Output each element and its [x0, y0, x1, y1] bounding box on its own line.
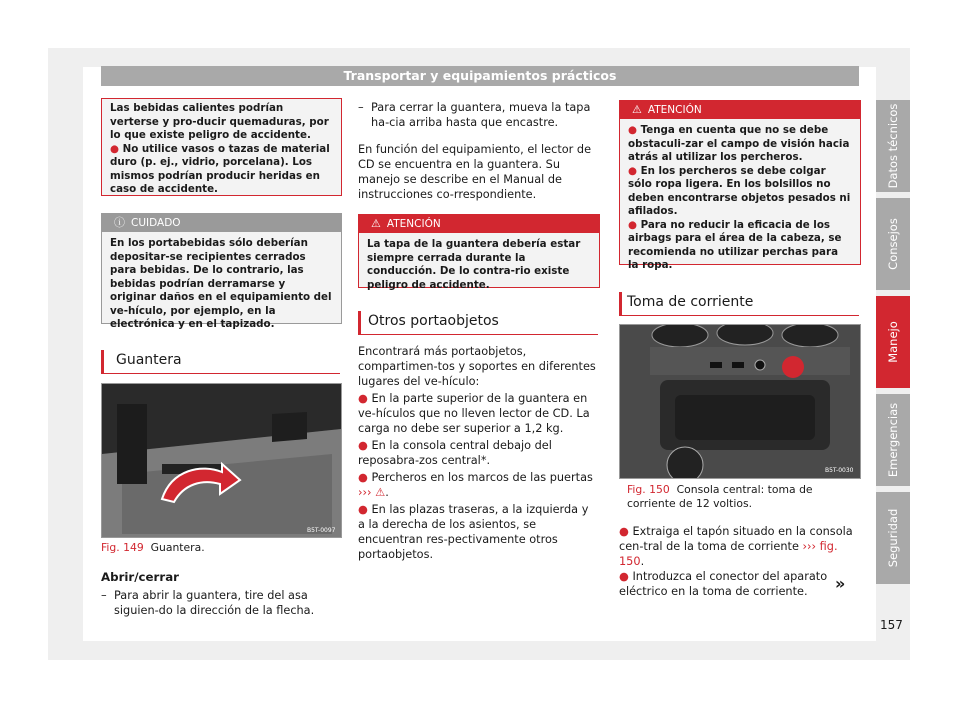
attention-title: ATENCIÓN: [386, 218, 441, 230]
tab-label: Consejos: [886, 218, 900, 270]
section-title-guantera: Guantera: [116, 352, 182, 368]
attention-bullet: ● En los percheros se debe colgar sólo ropa ligera. En los bolsillos no deben encontrarse objetos pesados ni afilados.: [628, 164, 851, 217]
console-photo: [620, 325, 860, 478]
reference-arrows-icon: ›››: [802, 540, 817, 553]
list-item: ● Introduzca el conector del aparato eléctrico en la toma de corriente.: [619, 570, 828, 598]
glovebox-photo: [102, 384, 341, 537]
figure-caption-text: Guantera.: [150, 541, 205, 554]
tab-label: Datos técnicos: [886, 103, 900, 189]
warning-triangle-icon: ⚠: [371, 217, 381, 230]
figure-number: Fig. 150: [627, 483, 670, 496]
tab-label: Seguridad: [886, 508, 900, 568]
figure-number: Fig. 149: [101, 541, 144, 554]
attention-bullet-text: En los percheros se debe colgar sólo ropa ligera. En los bolsillos no deben encontrarse objetos pesados ni afilados.: [628, 164, 851, 217]
list-item: ● En las plazas traseras, a la izquierda y a la derecha de los asientos, se encuentran res-pectivamente otros portaobjetos.: [358, 503, 589, 561]
section-marker: [619, 292, 622, 316]
list-item-text: Para cerrar la guantera, mueva la tapa ha-cia arriba hasta que encastre.: [371, 101, 591, 129]
section-marker: [101, 350, 104, 374]
bullet-list: [358, 391, 598, 562]
list-item-text: Para abrir la guantera, tire del asa siguien-do la dirección de la flecha.: [114, 589, 315, 617]
section-rule: [358, 334, 598, 335]
list-item-text: En la parte superior de la guantera en ve-hículos que no lleven lector de CD. La carga no debe ser superior a 1,2 kg.: [358, 392, 590, 435]
tab-datos-tecnicos[interactable]: [876, 100, 910, 192]
section-marker: [358, 311, 361, 335]
subheading-abrir: Abrir/cerrar: [101, 570, 179, 584]
figure-code: B5T-0097: [307, 527, 336, 534]
list-item: ● En la parte superior de la guantera en ve-hículos que no lleven lector de CD. La carga no debe ser superior a 1,2 kg.: [358, 392, 590, 435]
info-icon: ⓘ: [114, 216, 125, 229]
list-item-text: En las plazas traseras, a la izquierda y a la derecha de los asientos, se encuentran res-pectivamente otros portaobjetos.: [358, 503, 589, 561]
reference-arrows-icon[interactable]: ›››: [358, 486, 372, 499]
attention-box-glovebox: [358, 214, 600, 291]
attention-bullet: ● Para no reducir la eficacia de los airbags para el área de la cabeza, se recomienda no utilizar perchas para la ropa.: [628, 218, 842, 271]
attention-header: [359, 215, 599, 233]
tab-seguridad[interactable]: [876, 492, 910, 584]
attention-title: ATENCIÓN: [647, 104, 702, 116]
list-item: ● En la consola central debajo del reposabra-zos central*.: [358, 439, 552, 467]
tab-consejos[interactable]: [876, 198, 910, 290]
caution-header: [102, 214, 341, 232]
list-item-text: En la consola central debajo del reposabra-zos central*.: [358, 439, 552, 467]
list-item-text: Percheros en los marcos de las puertas: [371, 471, 593, 484]
warning-box-hot-drinks: [101, 98, 342, 196]
page-header: Transportar y equipamientos prácticos: [101, 66, 859, 86]
tab-emergencias[interactable]: [876, 394, 910, 486]
attention-header: [620, 101, 860, 119]
warning-bullet: ● No utilice vasos o tazas de material duro (p. ej., vidrio, porcelana). Los mismos podrían producir heridas en caso de accidente.: [110, 142, 330, 195]
figure-code: B5T-0030: [825, 467, 854, 474]
list-item-text: Extraiga el tapón situado en la consola cen-tral de la toma de corriente: [619, 525, 853, 553]
section-title-otros: Otros portaobjetos: [368, 313, 499, 329]
list-item-text: Introduzca el conector del aparato eléctrico en la toma de corriente.: [619, 570, 828, 598]
tab-label: Manejo: [886, 321, 900, 363]
bullet-list: [619, 524, 859, 599]
list-item: – Para cerrar la guantera, mueva la tapa ha-cia arriba hasta que encastre.: [358, 100, 598, 130]
section-rule: [619, 315, 859, 316]
list-item: – Para abrir la guantera, tire del asa siguien-do la dirección de la flecha.: [101, 588, 340, 618]
warning-triangle-icon[interactable]: ⚠: [375, 486, 386, 499]
paragraph: En función del equipamiento, el lector de CD se encuentra en la guantera. Su manejo se describe en el Manual de instrucciones co-rrespondiente.: [358, 143, 592, 201]
figure-150-caption: [627, 483, 859, 511]
paragraph: Encontrará más portaobjetos, compartimen-tos y soportes en diferentes lugares del ve-hículo:: [358, 345, 596, 388]
section-title-toma: Toma de corriente: [627, 294, 754, 310]
continue-arrow-icon: »: [835, 574, 846, 593]
section-rule: [101, 373, 340, 374]
tab-label: Emergencias: [886, 402, 900, 478]
warning-triangle-icon: ⚠: [632, 103, 642, 116]
warning-text: Las bebidas calientes podrían verterse y pro-ducir quemaduras, por lo que existe peligro de accidente.: [110, 102, 329, 141]
tab-manejo[interactable]: [876, 296, 910, 388]
warning-bullet-text: No utilice vasos o tazas de material duro (p. ej., vidrio, porcelana). Los mismos podrían producir heridas en caso de accidente.: [110, 142, 330, 195]
figure-reference-link[interactable]: fig. 150: [619, 540, 838, 568]
caution-box: [101, 213, 342, 330]
figure-150-image: [619, 324, 861, 479]
caution-title: CUIDADO: [131, 217, 181, 229]
attention-bullet-text: Tenga en cuenta que no se debe obstaculi-zar el campo de visión hacia atrás al utilizar los percheros.: [628, 124, 850, 163]
list-item: ● Percheros en los marcos de las puertas ››› ⚠.: [358, 471, 593, 499]
figure-149-caption: [101, 541, 340, 555]
page-number: 157: [880, 618, 903, 632]
figure-caption-text: Consola central: toma de corriente de 12 voltios.: [627, 483, 813, 510]
attention-bullet: ● Tenga en cuenta que no se debe obstaculi-zar el campo de visión hacia atrás al utilizar los percheros.: [628, 124, 850, 163]
attention-box-hooks: [619, 100, 861, 271]
list-item: ● Extraiga el tapón situado en la consola cen-tral de la toma de corriente ››› fig. 150.: [619, 525, 853, 568]
attention-bullet-text: Para no reducir la eficacia de los airbags para el área de la cabeza, se recomienda no utilizar perchas para la ropa.: [628, 218, 842, 271]
figure-149-image: [101, 383, 342, 538]
attention-text: La tapa de la guantera debería estar siempre cerrada durante la conducción. De lo contra-rio existe peligro de accidente.: [367, 238, 581, 291]
caution-text: En los portabebidas sólo deberían depositar-se recipientes cerrados para bebidas. De lo contrario, las bebidas podrían derramarse y originar daños en el equipamiento del ve-hículo, por ejemplo, en la electrónica y en el tapizado.: [110, 237, 332, 330]
